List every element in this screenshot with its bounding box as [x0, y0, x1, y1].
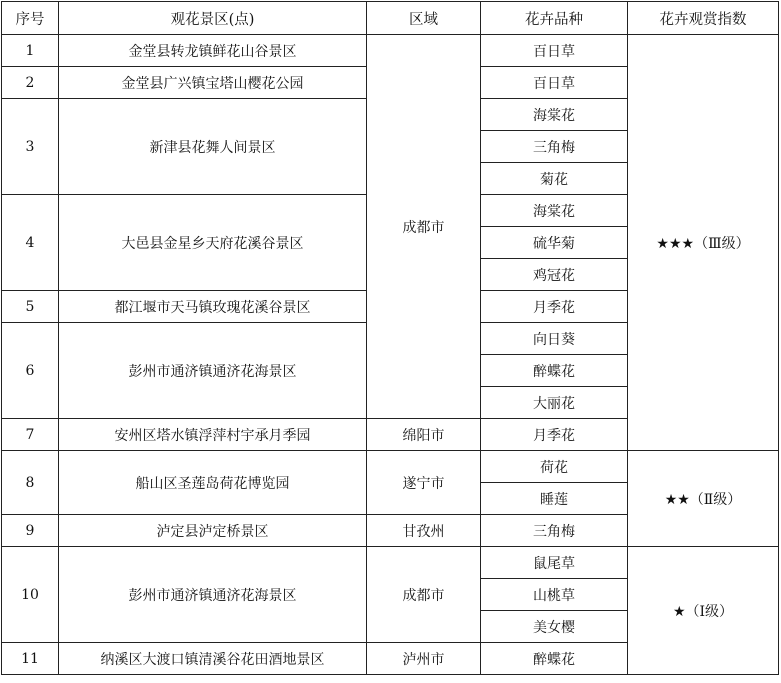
flower-variety: 向日葵 [481, 323, 628, 355]
rating-cell: ★★★（Ⅲ级） [628, 35, 779, 451]
region-cell: 甘孜州 [367, 515, 481, 547]
flower-variety: 月季花 [481, 419, 628, 451]
row-number: 6 [2, 323, 59, 419]
row-number: 10 [2, 547, 59, 643]
flower-variety: 海棠花 [481, 99, 628, 131]
scenic-spot: 彭州市通济镇通济花海景区 [59, 547, 367, 643]
scenic-spot: 金堂县转龙镇鲜花山谷景区 [59, 35, 367, 67]
scenic-spot: 都江堰市天马镇玫瑰花溪谷景区 [59, 291, 367, 323]
flower-viewing-table [1, 1, 779, 675]
row-number: 2 [2, 67, 59, 99]
col-header-rating: 花卉观赏指数 [628, 2, 779, 35]
header-row [2, 2, 779, 35]
scenic-spot: 彭州市通济镇通济花海景区 [59, 323, 367, 419]
flower-variety: 三角梅 [481, 131, 628, 163]
flower-variety: 海棠花 [481, 195, 628, 227]
scenic-spot: 新津县花舞人间景区 [59, 99, 367, 195]
scenic-spot: 船山区圣莲岛荷花博览园 [59, 451, 367, 515]
col-header-flower: 花卉品种 [481, 2, 628, 35]
table-row [2, 35, 779, 67]
scenic-spot: 纳溪区大渡口镇清溪谷花田酒地景区 [59, 643, 367, 675]
flower-variety: 硫华菊 [481, 227, 628, 259]
row-number: 4 [2, 195, 59, 291]
flower-variety: 醉蝶花 [481, 355, 628, 387]
region-cell: 成都市 [367, 547, 481, 643]
flower-variety: 鸡冠花 [481, 259, 628, 291]
region-cell: 泸州市 [367, 643, 481, 675]
flower-variety: 美女樱 [481, 611, 628, 643]
row-number: 1 [2, 35, 59, 67]
table-row [2, 451, 779, 483]
region-cell: 遂宁市 [367, 451, 481, 515]
region-cell: 绵阳市 [367, 419, 481, 451]
flower-variety: 荷花 [481, 451, 628, 483]
flower-variety: 醉蝶花 [481, 643, 628, 675]
row-number: 5 [2, 291, 59, 323]
row-number: 9 [2, 515, 59, 547]
flower-variety: 百日草 [481, 35, 628, 67]
row-number: 7 [2, 419, 59, 451]
scenic-spot: 安州区塔水镇浮萍村宇承月季园 [59, 419, 367, 451]
flower-variety: 三角梅 [481, 515, 628, 547]
flower-variety: 大丽花 [481, 387, 628, 419]
flower-variety: 睡莲 [481, 483, 628, 515]
row-number: 3 [2, 99, 59, 195]
region-cell: 成都市 [367, 35, 481, 419]
row-number: 8 [2, 451, 59, 515]
flower-variety: 山桃草 [481, 579, 628, 611]
flower-variety: 百日草 [481, 67, 628, 99]
flower-variety: 鼠尾草 [481, 547, 628, 579]
scenic-spot: 大邑县金星乡天府花溪谷景区 [59, 195, 367, 291]
row-number: 11 [2, 643, 59, 675]
flower-variety: 菊花 [481, 163, 628, 195]
scenic-spot: 金堂县广兴镇宝塔山樱花公园 [59, 67, 367, 99]
flower-variety: 月季花 [481, 291, 628, 323]
rating-cell: ★★（Ⅱ级） [628, 451, 779, 547]
col-header-spot: 观花景区(点) [59, 2, 367, 35]
col-header-region: 区域 [367, 2, 481, 35]
rating-cell: ★（Ⅰ级） [628, 547, 779, 675]
table-row [2, 547, 779, 579]
col-header-number: 序号 [2, 2, 59, 35]
scenic-spot: 泸定县泸定桥景区 [59, 515, 367, 547]
